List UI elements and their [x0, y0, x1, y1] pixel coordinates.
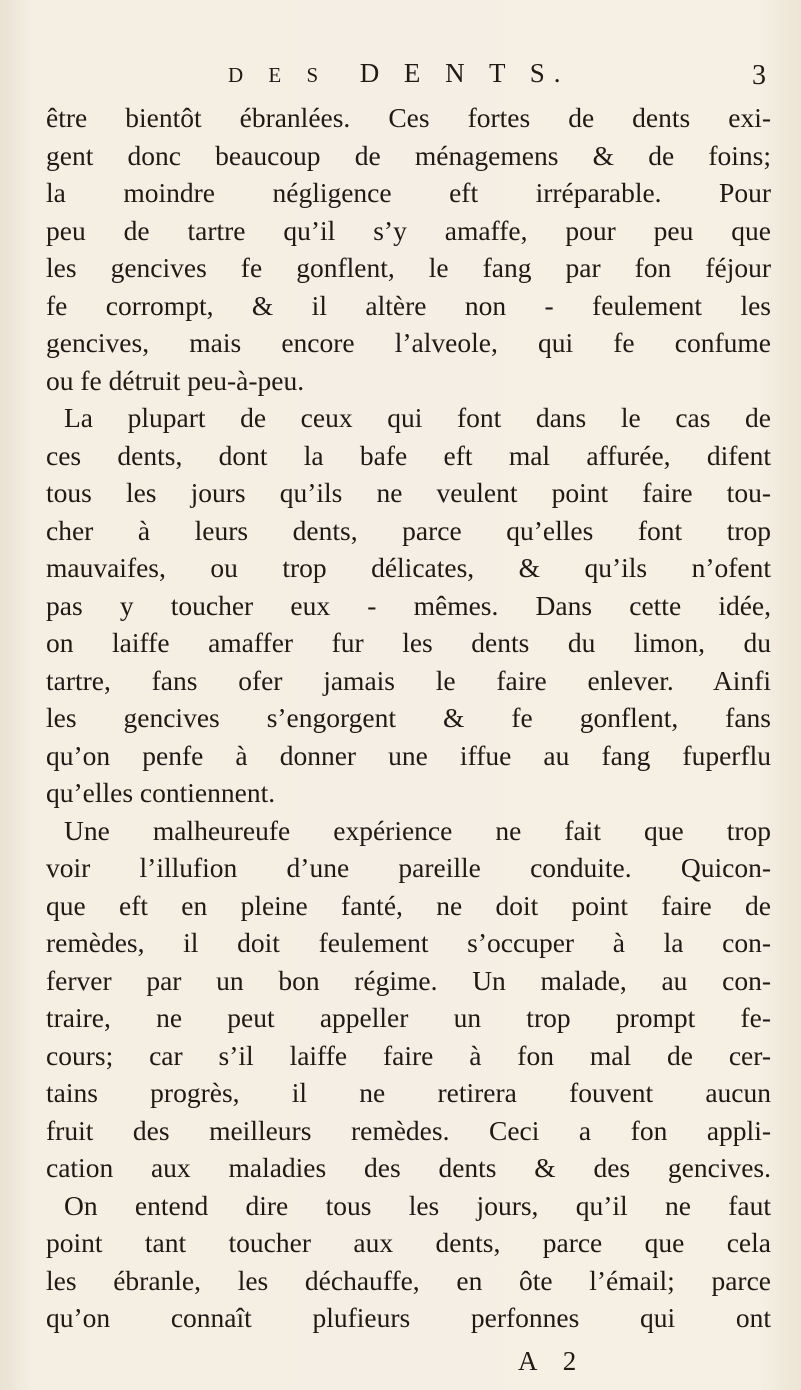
- text-line: les gencives fe gonflent, le fang par fon féjour: [46, 252, 771, 283]
- text-line: peu de tartre qu’il s’y amaffe, pour peu que: [46, 214, 771, 246]
- text-line: les ébranle, les déchauffe, en ôte l’émail; parce: [46, 1264, 771, 1296]
- text-line: qu’elles contiennent.: [46, 777, 276, 808]
- page-number: 3: [752, 60, 766, 91]
- text-line: tartre, fans ofer jamais le faire enlever. Ainfi: [46, 664, 771, 696]
- text-line: qu’on connaît plufieurs perfonnes qui ont: [46, 1302, 771, 1333]
- text-line: remèdes, il doit feulement s’occuper à la con-: [46, 927, 771, 958]
- signature-mark: A 2: [518, 1346, 587, 1376]
- text-line: On entend dire tous les jours, qu’il ne faut: [64, 1189, 771, 1221]
- text-line: Une malheureufe expérience ne fait que trop: [64, 814, 771, 846]
- text-line: qu’on penfe à donner une iffue au fang fuperflu: [46, 739, 771, 771]
- text-line: La plupart de ceux qui font dans le cas de: [64, 402, 771, 433]
- body-text: [46, 99, 771, 1337]
- text-line: point tant toucher aux dents, parce que cela: [46, 1227, 771, 1258]
- text-line: traire, ne peut appeller un trop prompt fe-: [46, 1002, 771, 1033]
- text-line: mauvaifes, ou trop délicates, & qu’ils n’ofent: [46, 552, 771, 583]
- text-line: la moindre négligence eft irréparable. Pour: [46, 177, 771, 208]
- running-header: [228, 58, 608, 89]
- text-line: cours; car s’il laiffe faire à fon mal de cer-: [46, 1039, 771, 1071]
- text-line: fe corrompt, & il altère non - feulement les: [46, 289, 771, 321]
- text-line: pas y toucher eux - mêmes. Dans cette idée,: [46, 589, 771, 621]
- text-line: cation aux maladies des dents & des gencives.: [46, 1152, 771, 1183]
- text-line: ferver par un bon régime. Un malade, au con-: [46, 964, 771, 996]
- text-line: ces dents, dont la bafe eft mal affurée, difent: [46, 439, 771, 471]
- text-line: gencives, mais encore l’alveole, qui fe confume: [46, 327, 771, 358]
- text-line: gent donc beaucoup de ménagemens & de foins;: [46, 139, 771, 171]
- text-line: voir l’illufion d’une pareille conduite. Quicon-: [46, 852, 771, 883]
- text-line: les gencives s’engorgent & fe gonflent, fans: [46, 702, 771, 733]
- text-line: être bientôt ébranlées. Ces fortes de dents exi-: [46, 102, 771, 133]
- text-line: tous les jours qu’ils ne veulent point faire tou-: [46, 477, 771, 508]
- text-line: on laiffe amaffer fur les dents du limon, du: [46, 627, 771, 658]
- running-title-part1: D E S: [228, 63, 329, 87]
- text-line: ou fe détruit peu-à-peu.: [46, 364, 305, 396]
- text-line: cher à leurs dents, parce qu’elles font trop: [46, 514, 771, 546]
- text-line: fruit des meilleurs remèdes. Ceci a fon appli-: [46, 1114, 771, 1146]
- text-line: que eft en pleine fanté, ne doit point faire de: [46, 889, 771, 921]
- running-title-part2: D E N T S.: [359, 58, 570, 88]
- text-line: tains progrès, il ne retirera fouvent aucun: [46, 1077, 771, 1108]
